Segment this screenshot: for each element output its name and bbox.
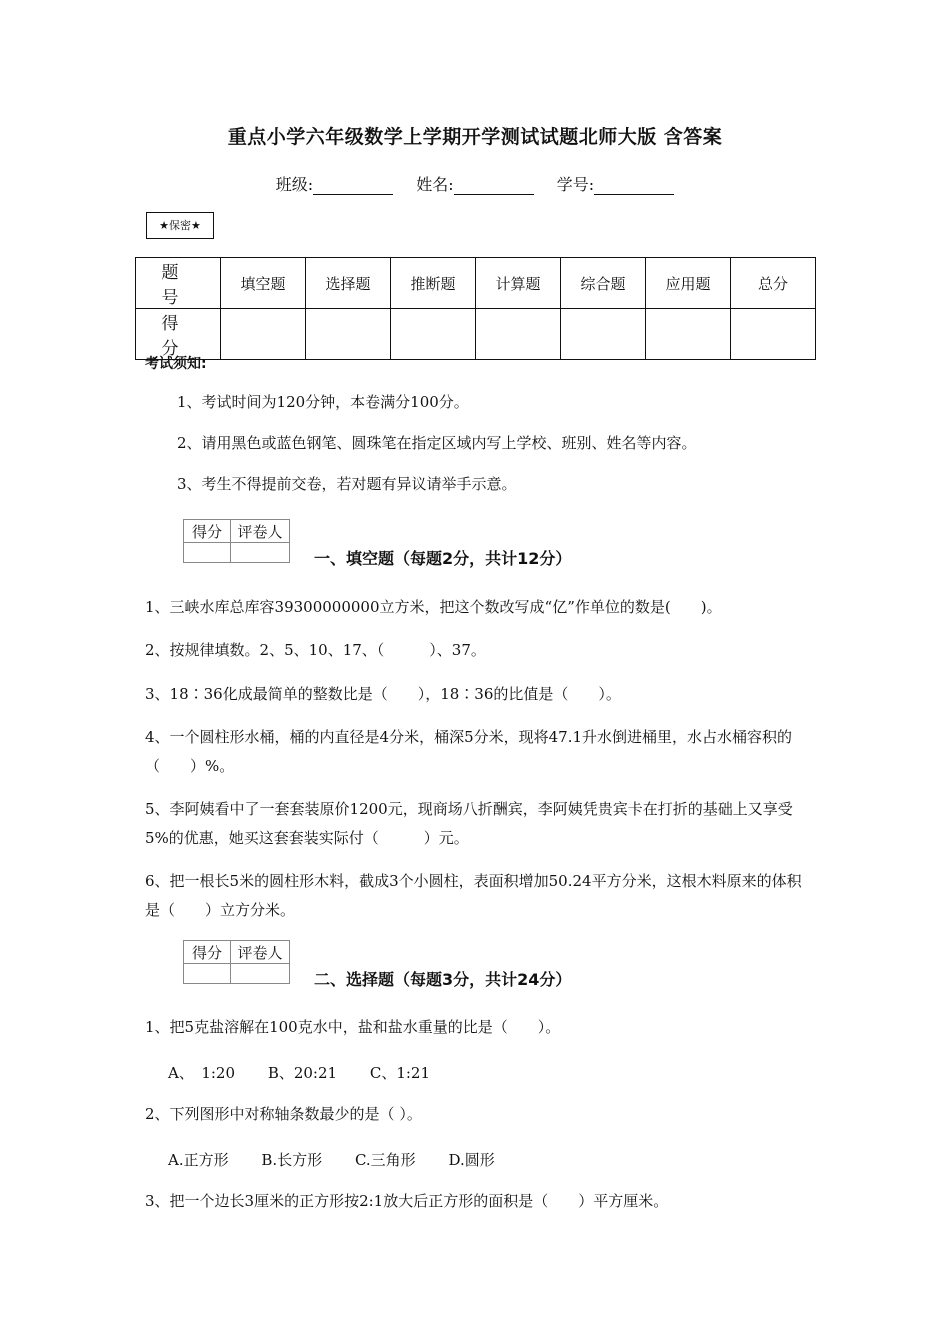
option-c[interactable]: C、1:21 — [369, 1064, 431, 1082]
score-cell[interactable] — [731, 309, 816, 360]
score-table-header-first: 题 号 — [136, 258, 221, 309]
page-title: 重点小学六年级数学上学期开学测试试题北师大版 含答案 — [227, 126, 723, 148]
score-table-col: 应用题 — [646, 258, 731, 309]
score-table-col: 综合题 — [561, 258, 646, 309]
notice-title: 考试须知: — [145, 356, 207, 372]
question-item: 1、三峡水库总库容39300000000立方米，把这个数改写成“亿”作单位的数是( )。 — [145, 598, 722, 616]
grader-box-1 — [183, 519, 290, 563]
option-b[interactable]: B.长方形 — [261, 1151, 323, 1169]
score-table-row2-first: 得 分 — [136, 309, 221, 360]
question-item: 2、按规律填数。2、5、10、17、（ ）、37。 — [145, 641, 486, 659]
grader-reviewer-label: 评卷人 — [231, 941, 290, 964]
score-table-score-row — [136, 309, 816, 360]
option-a[interactable]: A.正方形 — [168, 1151, 229, 1169]
option-c[interactable]: C.三角形 — [354, 1151, 416, 1169]
score-table-col: 计算题 — [476, 258, 561, 309]
notice-item: 3、考生不得提前交卷，若对题有异议请举手示意。 — [177, 475, 517, 493]
notice-item: 2、请用黑色或蓝色钢笔、圆珠笔在指定区域内写上学校、班别、姓名等内容。 — [177, 434, 697, 452]
options-row — [168, 1062, 458, 1083]
score-table-col: 选择题 — [306, 258, 391, 309]
score-cell[interactable] — [391, 309, 476, 360]
option-d[interactable]: D.圆形 — [448, 1151, 495, 1169]
score-cell[interactable] — [306, 309, 391, 360]
number-field[interactable] — [557, 172, 674, 195]
score-cell[interactable] — [221, 309, 306, 360]
grader-box-2 — [183, 940, 290, 984]
grader-reviewer-cell[interactable] — [231, 543, 290, 563]
grader-reviewer-cell[interactable] — [231, 964, 290, 984]
score-cell[interactable] — [476, 309, 561, 360]
option-b[interactable]: B、20:21 — [267, 1064, 338, 1082]
score-table-col: 总分 — [731, 258, 816, 309]
number-label: 学号: — [556, 175, 595, 194]
score-table-header-row — [136, 258, 816, 309]
question-item: 3、把一个边长3厘米的正方形按2:1放大后正方形的面积是（ ）平方厘米。 — [145, 1192, 669, 1210]
grader-score-label: 得分 — [184, 941, 231, 964]
score-cell[interactable] — [561, 309, 646, 360]
question-item: 6、把一根长5米的圆柱形木料，截成3个小圆柱，表面积增加50.24平方分米，这根木料原来的体积是（ ）立方分米。 — [145, 872, 802, 919]
grader-reviewer-label: 评卷人 — [231, 520, 290, 543]
question-item: 3、18∶36化成最简单的整数比是（ ），18∶36的比值是（ ）。 — [145, 685, 621, 703]
class-blank[interactable] — [313, 178, 393, 195]
notice-item: 1、考试时间为120分钟，本卷满分100分。 — [177, 393, 469, 411]
options-row — [168, 1149, 523, 1170]
question-item: 5、李阿姨看中了一套套装原价1200元，现商场八折酬宾，李阿姨凭贵宾卡在打折的基础上又享受5%的优惠，她买这套套装实际付（ ）元。 — [145, 800, 793, 847]
score-table — [135, 257, 816, 360]
student-info-row — [0, 172, 950, 195]
question-item: 1、把5克盐溶解在100克水中，盐和盐水重量的比是（ ）。 — [145, 1018, 561, 1036]
section2-title: 二、选择题（每题3分，共计24分） — [314, 970, 572, 989]
score-cell[interactable] — [646, 309, 731, 360]
grader-score-label: 得分 — [184, 520, 231, 543]
class-label: 班级: — [275, 175, 314, 194]
secret-badge: ★保密★ — [146, 212, 214, 239]
score-table-col: 填空题 — [221, 258, 306, 309]
grader-score-cell[interactable] — [184, 964, 231, 984]
question-item: 2、下列图形中对称轴条数最少的是（ ）。 — [145, 1105, 422, 1123]
name-blank[interactable] — [454, 178, 534, 195]
question-item: 4、一个圆柱形水桶，桶的内直径是4分米，桶深5分米，现将47.1升水倒进桶里，水占水桶容积的（ ）%。 — [145, 728, 793, 775]
score-table-col: 推断题 — [391, 258, 476, 309]
class-field[interactable] — [276, 172, 393, 195]
option-a[interactable]: A、 1:20 — [168, 1064, 236, 1082]
grader-score-cell[interactable] — [184, 543, 231, 563]
number-blank[interactable] — [594, 178, 674, 195]
name-field[interactable] — [416, 172, 533, 195]
section1-title: 一、填空题（每题2分，共计12分） — [314, 549, 572, 568]
name-label: 姓名: — [416, 175, 454, 194]
